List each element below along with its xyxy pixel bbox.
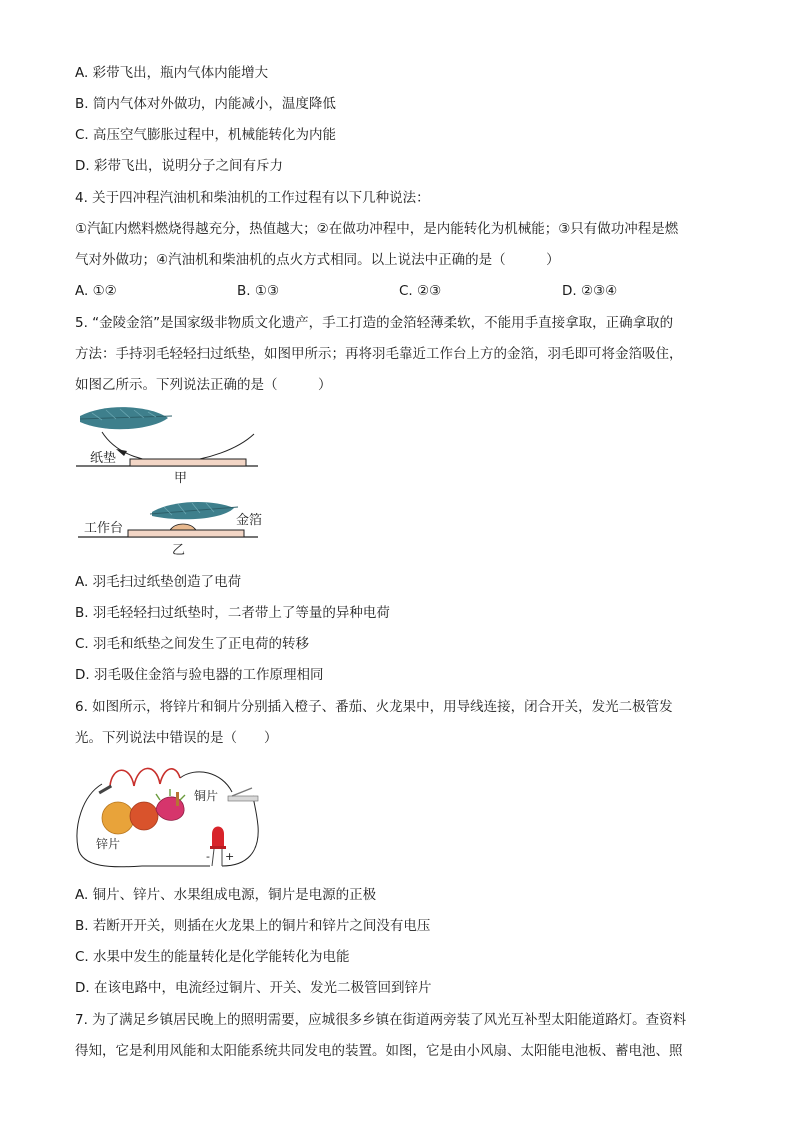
q6-option-c: C. 水果中发生的能量转化是化学能转化为电能 [75, 949, 350, 965]
q7-stem-line-2: 得知，它是利用风能和太阳能系统共同发电的装置。如图，它是由小风扇、太阳能电池板、蓄电池、照 [75, 1043, 683, 1059]
q4-option-b: B. ①③ [237, 283, 280, 299]
gold-foil [170, 524, 196, 530]
sweep-arc [102, 432, 254, 462]
q5-option-c: C. 羽毛和纸垫之间发生了正电荷的转移 [75, 636, 310, 652]
workbench [128, 530, 244, 537]
q6-option-b: B. 若断开开关，则插在火龙果上的铜片和锌片之间没有电压 [75, 918, 431, 934]
label-zinc: 锌片 [96, 837, 121, 851]
paper-pad [130, 459, 246, 466]
label-gold-foil: 金箔 [236, 513, 263, 528]
label-minus: - [206, 850, 210, 863]
label-workbench: 工作台 [84, 521, 124, 536]
clip-wire [110, 770, 134, 786]
clip-wire [160, 769, 180, 784]
q6-stem-line-2: 光。下列说法中错误的是（ ） [75, 730, 278, 746]
q5-stem-line-1: 5. “金陵金箔”是国家级非物质文化遗产，手工打造的金箔轻薄柔软，不能用手直接拿取，正确拿取的 [75, 315, 674, 331]
q4-stem-line-1: 4. 关于四冲程汽油机和柴油机的工作过程有以下几种说法： [75, 190, 430, 206]
q5-figure [72, 404, 272, 556]
label-paper-pad: 纸垫 [90, 451, 117, 466]
label-copper: 铜片 [194, 789, 219, 803]
label-plus: + [225, 850, 235, 863]
q4-option-a: A. ①② [75, 283, 117, 299]
q4-stem-line-3: 气对外做功；④汽油机和柴油机的点火方式相同。以上说法中正确的是（ ） [75, 252, 560, 268]
caption-b: 乙 [172, 543, 186, 556]
q5-stem-line-3: 如图乙所示。下列说法正确的是（ ） [75, 377, 332, 393]
dragon-fruit-icon [156, 797, 184, 820]
q3-option-a: A. 彩带飞出，瓶内气体内能增大 [75, 65, 269, 81]
orange-icon [102, 802, 134, 834]
q4-option-d: D. ②③④ [562, 283, 618, 299]
tomato-icon [130, 802, 158, 830]
copper-plate [176, 792, 179, 806]
q3-option-b: B. 筒内气体对外做功，内能减小，温度降低 [75, 96, 336, 112]
feather-icon [80, 407, 172, 429]
q6-option-a: A. 铜片、锌片、水果组成电源，铜片是电源的正极 [75, 887, 377, 903]
q4-option-c: C. ②③ [399, 283, 442, 299]
q6-figure [72, 756, 268, 872]
q3-option-c: C. 高压空气膨胀过程中，机械能转化为内能 [75, 127, 337, 143]
q5-option-d: D. 羽毛吸住金箔与验电器的工作原理相同 [75, 667, 324, 683]
led-icon [210, 827, 226, 867]
q6-stem-line-1: 6. 如图所示，将锌片和铜片分别插入橙子、番茄、火龙果中，用导线连接，闭合开关，发光二极管发 [75, 699, 673, 715]
q5-stem-line-2: 方法：手持羽毛轻轻扫过纸垫，如图甲所示；再将羽毛靠近工作台上方的金箔，羽毛即可将金箔吸住， [75, 346, 683, 362]
q5-option-b: B. 羽毛轻轻扫过纸垫时，二者带上了等量的异种电荷 [75, 605, 390, 621]
q3-option-d: D. 彩带飞出，说明分子之间有斥力 [75, 158, 283, 174]
q4-stem-line-2: ①汽缸内燃料燃烧得越充分，热值越大；②在做功冲程中，是内能转化为机械能；③只有做功冲程是燃 [75, 221, 679, 237]
q7-stem-line-1: 7. 为了满足乡镇居民晚上的照明需要，应城很多乡镇在街道两旁装了风光互补型太阳能道路灯。查资料 [75, 1012, 687, 1028]
arrow-icon [116, 449, 127, 456]
zinc-plate [98, 785, 112, 795]
switch-icon[interactable] [228, 788, 258, 801]
feather-icon [150, 502, 238, 519]
clip-wire [134, 768, 160, 786]
q5-option-a: A. 羽毛扫过纸垫创造了电荷 [75, 574, 242, 590]
caption-a: 甲 [174, 471, 188, 486]
q6-option-d: D. 在该电路中，电流经过铜片、开关、发光二极管回到锌片 [75, 980, 432, 996]
